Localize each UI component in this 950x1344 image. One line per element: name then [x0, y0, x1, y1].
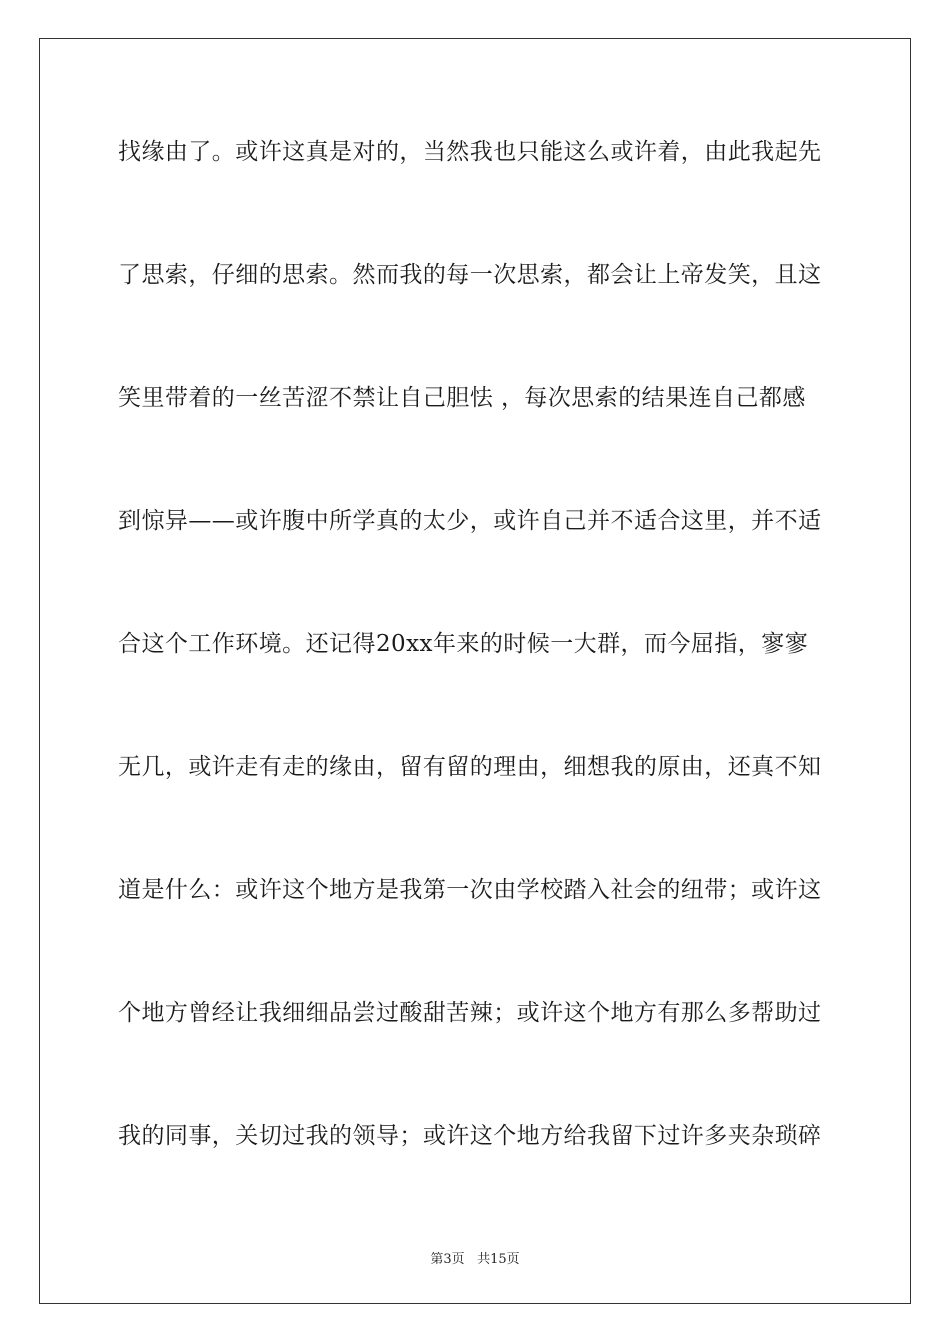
text-line: 笑里带着的一丝苦涩不禁让自己胆怯 ，每次思索的结果连自己都感 — [118, 385, 806, 411]
page-number: 第3页 — [430, 1252, 465, 1267]
text-line: 到惊异——或许腹中所学真的太少，或许自己并不适合这里，并不适 — [118, 508, 822, 534]
text-line: 找缘由了。或许这真是对的，当然我也只能这么或许着，由此我起先 — [118, 139, 822, 165]
total-pages: 共15页 — [477, 1252, 520, 1267]
text-line: 合这个工作环境。还记得20xx年来的时候一大群，而今屈指，寥寥 — [118, 631, 809, 657]
page-footer — [0, 1248, 950, 1267]
text-line: 我的同事，关切过我的领导；或许这个地方给我留下过许多夹杂琐碎 — [118, 1123, 822, 1149]
text-line: 个地方曾经让我细细品尝过酸甜苦辣；或许这个地方有那么多帮助过 — [118, 1000, 822, 1026]
text-line: 了思索，仔细的思索。然而我的每一次思索，都会让上帝发笑，且这 — [118, 262, 822, 288]
text-line: 无几，或许走有走的缘由，留有留的理由，细想我的原由，还真不知 — [118, 754, 822, 780]
page-border — [39, 38, 911, 1304]
text-line: 道是什么：或许这个地方是我第一次由学校踏入社会的纽带；或许这 — [118, 877, 822, 903]
